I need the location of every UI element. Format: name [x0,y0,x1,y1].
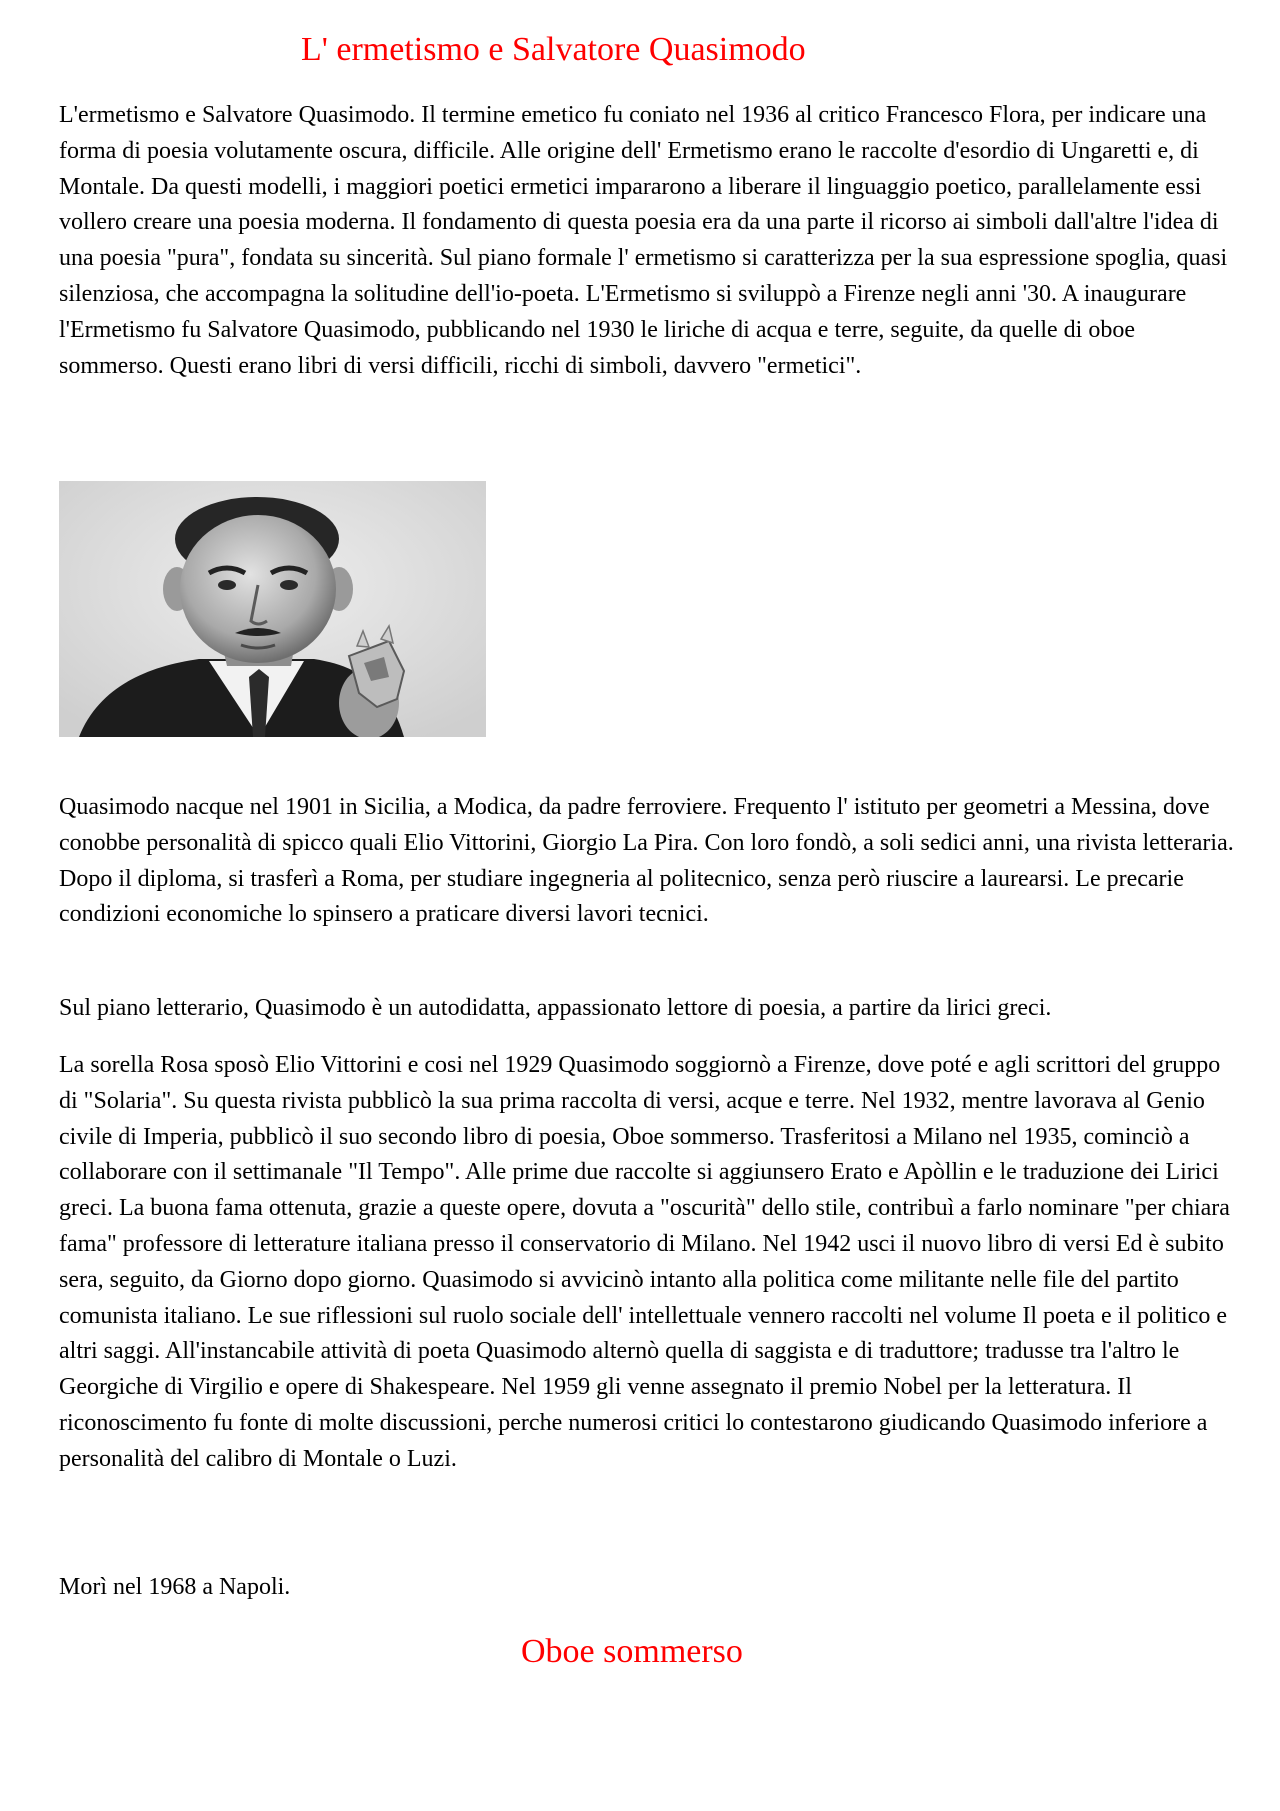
paragraph-piano-letterario: Sul piano letterario, Quasimodo è un autodidatta, appassionato lettore di poesia, a partire da lirici greci. [59,995,1052,1021]
paragraph-ermetismo: L'ermetismo e Salvatore Quasimodo. Il termine emetico fu coniato nel 1936 al critico Francesco Flora, per indicare una forma di poesia volutamente oscura, difficile. Alle origine dell' Ermetismo erano le raccolte d'esordio di Ungaretti e, di Montale. Da questi modelli, i maggiori poetici ermetici impararono a liberare il linguaggio poetico, parallelamente essi vollero creare una poesia moderna. Il fondamento di questa poesia era da una parte il ricorso ai simboli dall'altre l'idea di una poesia "pura", fondata su sincerità. Sul piano formale l' ermetismo si caratterizza per la sua espressione spoglia, quasi silenziosa, che accompagna la solitudine dell'io-poeta. L'Ermetismo si sviluppò a Firenze negli anni '30. A inaugurare l'Ermetismo fu Salvatore Quasimodo, pubblicando nel 1930 le liriche di acqua e terre, seguite, da quelle di oboe sommerso. Questi erano libri di versi difficili, ricchi di simboli, davvero "ermetici". [59,102,1228,379]
paragraph-carriera: La sorella Rosa sposò Elio Vittorini e cosi nel 1929 Quasimodo soggiornò a Firenze, dove poté e agli scrittori del gruppo di "Solaria". Su questa rivista pubblicò la sua prima raccolta di versi, acque e terre. Nel 1932, mentre lavorava al Genio civile di Imperia, pubblicò il suo secondo libro di poesia, Oboe sommerso. Trasferitosi a Milano nel 1935, cominciò a collaborare con il settimanale "Il Tempo". Alle prime due raccolte si aggiunsero Erato e Apòllin e le traduzione dei Lirici greci. La buona fama ottenuta, grazie a queste opere, dovuta a "oscurità" dello stile, contribuì a farlo nominare "per chiara fama" professore di letterature italiana presso il conservatorio di Milano. Nel 1942 usci il nuovo libro di versi Ed è subito sera, seguito, da Giorno dopo giorno. Quasimodo si avvicinò intanto alla politica come militante nelle file del partito comunista italiano. Le sue riflessioni sul ruolo sociale dell' intellettuale vennero raccolti nel volume Il poeta e il politico e altri saggi. All'instancabile attività di poeta Quasimodo alternò quella di saggista e di traduttore; tradusse tra l'altro le Georgiche di Virgilio e opere di Shakespeare. Nel 1959 gli venne assegnato il premio Nobel per la letteratura. Il riconoscimento fu fonte di molte discussioni, perche numerosi critici lo contestarono giudicando Quasimodo inferiore a personalità del calibro di Montale o Luzi. [59,1052,1230,1472]
portrait-illustration [59,481,486,737]
page-title: L' ermetismo e Salvatore Quasimodo [301,31,806,68]
portrait-photo-quasimodo [59,481,486,737]
paragraph-biografia: Quasimodo nacque nel 1901 in Sicilia, a Modica, da padre ferroviere. Frequento l' istituto per geometri a Messina, dove conobbe personalità di spicco quali Elio Vittorini, Giorgio La Pira. Con loro fondò, a soli sedici anni, una rivista letteraria. Dopo il diploma, si trasferì a Roma, per studiare ingegneria al politecnico, senza però riuscire a laurearsi. Le precarie condizioni economiche lo spinsero a praticare diversi lavori tecnici. [59,794,1234,928]
paragraph-morte: Morì nel 1968 a Napoli. [59,1574,291,1600]
section-title-oboe-sommerso: Oboe sommerso [521,1633,743,1670]
